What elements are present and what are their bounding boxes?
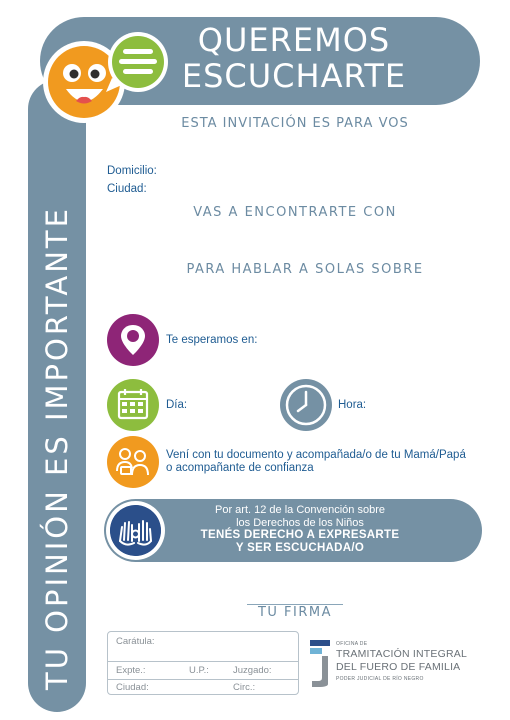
form-ciudad-label: Ciudad:	[116, 682, 149, 693]
day-label: Día:	[166, 399, 188, 411]
form-divider	[108, 661, 298, 662]
clock-icon	[279, 378, 333, 432]
circ-label: Circ.:	[233, 682, 256, 693]
title-line-2: ESCUCHARTE	[181, 57, 407, 95]
rights-line-4: Y SER ESCUCHADA/O	[235, 541, 365, 554]
domicilio-label: Domicilio:	[107, 165, 157, 177]
rights-line-3: TENÉS DERECHO A EXPRESARTE	[200, 529, 400, 541]
title-line-1: QUEREMOS	[197, 21, 391, 59]
expte-label: Expte.:	[116, 665, 146, 676]
calendar-icon	[106, 378, 160, 432]
form-divider	[108, 679, 298, 680]
caratula-label: Carátula:	[116, 636, 155, 647]
page-title	[178, 22, 410, 94]
side-text: TU OPINIÓN ES IMPORTANTE	[40, 206, 74, 690]
encontrarte-text: VAS A ENCONTRARTE CON	[193, 205, 397, 220]
rights-line-2: los Derechos de los Niños	[236, 516, 364, 529]
up-label: U.P.:	[189, 665, 209, 676]
hablar-text: PARA HABLAR A SOLAS SOBRE	[186, 262, 424, 277]
logo-line-1: TRAMITACIÓN INTEGRAL	[336, 648, 467, 660]
hour-label: Hora:	[338, 399, 367, 411]
logo-footer: PODER JUDICIAL DE RÍO NEGRO	[336, 676, 424, 682]
logo-line-2: DEL FUERO DE FAMILIA	[336, 661, 461, 673]
subtitle: ESTA INVITACIÓN ES PARA VOS	[181, 116, 409, 131]
chat-bubble-icon	[104, 30, 172, 96]
juzgado-label: Juzgado:	[233, 665, 272, 676]
location-pin-icon	[106, 313, 160, 367]
rights-text	[165, 504, 435, 554]
rights-line-1: Por art. 12 de la Convención sobre	[215, 504, 385, 516]
case-info-box	[107, 631, 299, 695]
ciudad-label: Ciudad:	[107, 183, 147, 195]
companion-line-1: Vení con tu documento y acompañada/o de tu Mamá/Papá	[166, 449, 466, 461]
raised-hands-icon	[110, 505, 161, 556]
institution-logo-icon	[308, 640, 332, 688]
companion-text	[166, 449, 466, 475]
logo-office-label: OFICINA DE	[336, 641, 368, 647]
companions-icon	[106, 435, 160, 489]
location-label: Te esperamos en:	[166, 334, 258, 346]
signature-label: TU FIRMA	[257, 605, 333, 620]
companion-line-2: o acompañante de confianza	[166, 462, 314, 474]
